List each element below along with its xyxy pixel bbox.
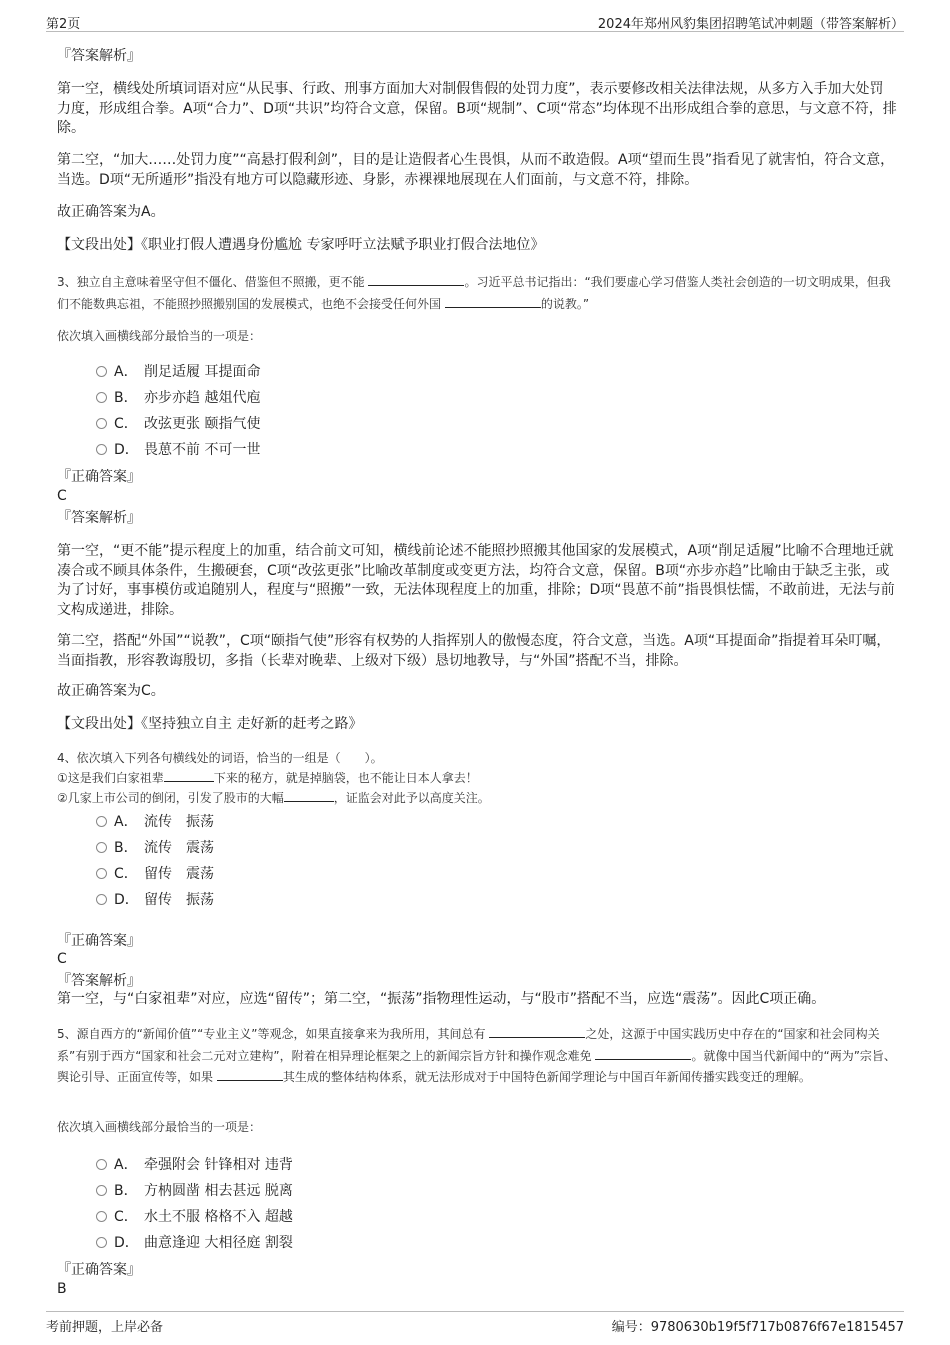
radio-icon[interactable] [96, 418, 107, 429]
q5-instruction: 依次填入画横线部分最恰当的一项是： [57, 1120, 262, 1134]
q4-analysis-p1: 第一空，与“白家祖辈”对应，应选“留传”；第二空，“振荡”指物理性运动，与“股市”搭配不当，应选“震荡”。因此C项正确。 [57, 991, 826, 1007]
q4-option-d[interactable]: D． 留传 振荡 [96, 889, 214, 909]
q5-option-d[interactable]: D． 曲意逢迎 大相径庭 割裂 [96, 1232, 293, 1252]
q5-blank-3 [217, 1067, 283, 1081]
q3-answer-label: 『正确答案』 [57, 469, 141, 485]
q5-option-a[interactable]: A． 牵强附会 针锋相对 违背 [96, 1154, 293, 1174]
q5-answer-label: 『正确答案』 [57, 1262, 141, 1278]
radio-icon[interactable] [96, 392, 107, 403]
q4-answer-label: 『正确答案』 [57, 933, 141, 949]
radio-icon[interactable] [96, 366, 107, 377]
q4-blank-2 [284, 788, 334, 802]
q2-analysis-label: 『答案解析』 [57, 48, 141, 64]
q3-analysis-p2: 第二空，搭配“外国”“说教”，C项“颐指气使”形容有权势的人指挥别人的傲慢态度，符合文意，当选。A项“耳提面命”指提着耳朵叮嘱，当面指教，形容教诲殷切，多指（长辈对晚辈、上级对下级）恳切地教导，与“外国”搭配不当，排除。 [57, 633, 891, 669]
footer-slogan: 考前押题，上岸必备 [46, 1320, 164, 1335]
q5-blank-1 [489, 1024, 585, 1038]
q3-blank-1 [368, 272, 464, 286]
q5-option-b[interactable]: B． 方枘圆凿 相去甚远 脱离 [96, 1180, 293, 1200]
q5-stem: 5、源自西方的“新闻价值”“专业主义”等观念，如果直接拿来为我所用，其间总有 之处，这源于中国实践历史中存在的“国家和社会同构关系”有别于西方“国家和社会二元对立建构”，附着在相异理论框架之上的新闻宗旨方针和操作观念难免 。就像中国当代新闻中的“两为”宗旨、舆论引导、正面宣传等，如果 其生成的整体结构体系，就无法形成对于中国特色新闻学理论与中国百年新闻传播实践变迁的理解。 [57, 1024, 897, 1089]
q4-sentence-1: ①这是我们白家祖辈 下来的秘方，就是掉脑袋，也不能让日本人拿去！ [57, 768, 897, 790]
document-id: 编号：9780630b19f5f717b0876f67e1815457 [611, 1320, 904, 1335]
radio-icon[interactable] [96, 868, 107, 879]
q4-analysis-label: 『答案解析』 [57, 973, 141, 989]
document-title: 2024年郑州风豹集团招聘笔试冲刺题（带答案解析） [597, 17, 904, 32]
q5-answer: B [57, 1281, 67, 1297]
radio-icon[interactable] [96, 444, 107, 455]
q5-option-c[interactable]: C． 水土不服 格格不入 超越 [96, 1206, 293, 1226]
radio-icon[interactable] [96, 1185, 107, 1196]
q3-blank-2 [445, 294, 541, 308]
q3-instruction: 依次填入画横线部分最恰当的一项是： [57, 329, 262, 343]
q3-answer: C [57, 488, 67, 504]
q2-source: 【文段出处】《职业打假人遭遇身份尴尬 专家呼吁立法赋予职业打假合法地位》 [57, 237, 545, 253]
q4-option-a[interactable]: A． 流传 振荡 [96, 811, 214, 831]
page-footer [46, 1311, 904, 1335]
q2-analysis-p1: 第一空，横线处所填词语对应“从民事、行政、刑事方面加大对制假售假的处罚力度”，表示要修改相关法律法规，从多方入手加大处罚力度，形成组合拳。A项“合力”、D项“共识”均符合文意，保留。B项“规制”、C项“常态”均体现不出形成组合拳的意思，与文意不符，排除。 [57, 81, 897, 136]
radio-icon[interactable] [96, 1159, 107, 1170]
radio-icon[interactable] [96, 816, 107, 827]
page-number: 第2页 [46, 17, 81, 32]
q3-stem: 3、独立自主意味着坚守但不僵化、借鉴但不照搬，更不能 。习近平总书记指出：“我们要虚心学习借鉴人类社会创造的一切文明成果，但我们不能数典忘祖，不能照抄照搬别国的发展模式，也绝不会接受任何外国 的说教。” [57, 272, 897, 315]
radio-icon[interactable] [96, 1211, 107, 1222]
radio-icon[interactable] [96, 894, 107, 905]
q4-stem: 4、依次填入下列各句横线处的词语，恰当的一组是（ ）。 [57, 751, 383, 765]
q2-analysis-p2: 第二空，“加大……处罚力度”“高悬打假利剑”，目的是让造假者心生畏惧，从而不敢造假。A项“望而生畏”指看见了就害怕，符合文意，当选。D项“无所遁形”指没有地方可以隐藏形迹、身影，赤裸裸地展现在人们面前，与文意不符，排除。 [57, 152, 895, 188]
page-header [46, 10, 904, 32]
q4-option-b[interactable]: B． 流传 震荡 [96, 837, 214, 857]
q3-source: 【文段出处】《坚持独立自主 走好新的赶考之路》 [57, 716, 363, 732]
q4-blank-1 [164, 768, 214, 782]
q2-conclusion: 故正确答案为A。 [57, 204, 165, 220]
q3-option-d[interactable]: D． 畏葸不前 不可一世 [96, 439, 260, 459]
q3-option-a[interactable]: A． 削足适履 耳提面命 [96, 361, 260, 381]
radio-icon[interactable] [96, 842, 107, 853]
q4-sentence-2: ②几家上市公司的倒闭，引发了股市的大幅 ，证监会对此予以高度关注。 [57, 788, 897, 810]
q4-answer: C [57, 951, 67, 967]
q4-option-c[interactable]: C． 留传 震荡 [96, 863, 214, 883]
q3-option-c[interactable]: C． 改弦更张 颐指气使 [96, 413, 260, 433]
q3-analysis-p1: 第一空，“更不能”提示程度上的加重，结合前文可知，横线前论述不能照抄照搬其他国家的发展模式，A项“削足适履”比喻不合理地迁就凑合或不顾具体条件，生搬硬套，C项“改弦更张”比喻改革制度或变更方法，均符合文意，保留。B项“亦步亦趋”比喻由于缺乏主张，或为了讨好，事事模仿或追随别人，程度与“照搬”一致，无法体现程度上的加重，排除；D项“畏葸不前”指畏惧怯懦，不敢前进，无法与前文构成递进，排除。 [57, 543, 895, 618]
q3-analysis-label: 『答案解析』 [57, 510, 141, 526]
q3-conclusion: 故正确答案为C。 [57, 683, 165, 699]
q3-option-b[interactable]: B． 亦步亦趋 越俎代庖 [96, 387, 260, 407]
q5-blank-2 [595, 1046, 691, 1060]
radio-icon[interactable] [96, 1237, 107, 1248]
